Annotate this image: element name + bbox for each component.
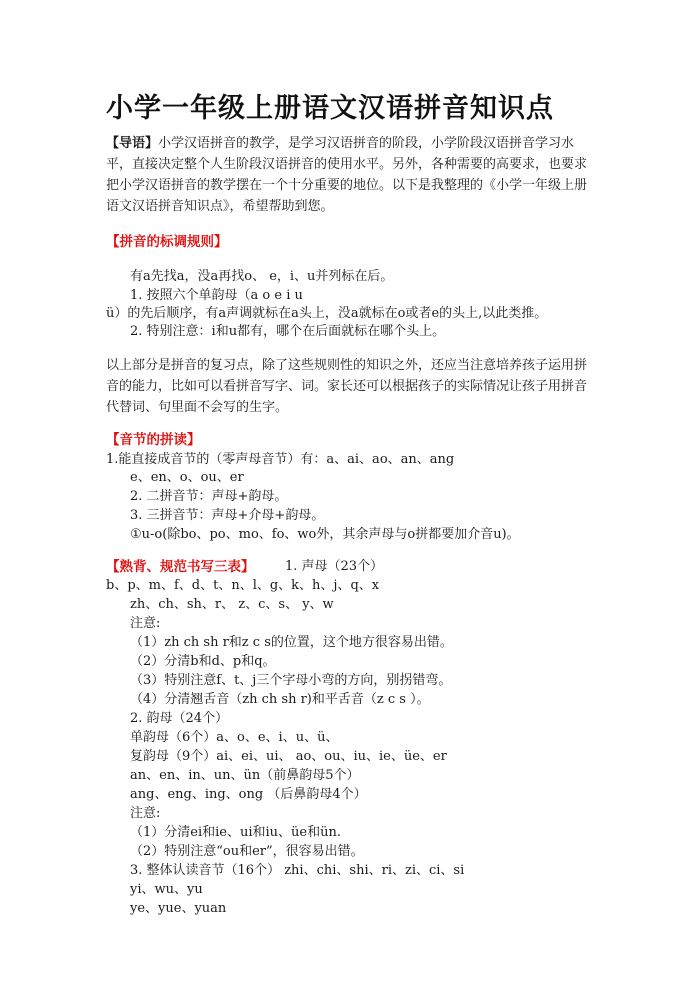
tone-rule-line: 有a先找a，没a再找o、 e，i、u并列标在后。 <box>130 269 394 284</box>
table-line: b、p、m、f、d、t、n、l、g、k、h、j、q、x <box>106 578 380 593</box>
table-line: 单韵母（6个）a、o、e、i、u、ü、 <box>130 730 339 745</box>
syllable-line: ①u-o(除bo、po、mo、fo、wo外，其余声母与o拼都要加介音u)。 <box>130 527 520 542</box>
table-line: 注意: <box>130 806 161 821</box>
table-line: 3. 整体认读音节（16个） zhi、chi、shi、ri、zi、ci、si <box>130 863 465 878</box>
tone-rule-line: ü）的先后顺序，有a声调就标在a头上，没a就标在o或者e的头上,以此类推。 <box>106 306 548 321</box>
table-line: an、en、in、un、ün（前鼻韵母5个） <box>130 768 360 783</box>
table-line: （2）特别注意“ou和er”，很容易出错。 <box>130 844 364 859</box>
table-line: yi、wu、yu <box>130 882 203 897</box>
section-heading-tone-rules: 【拼音的标调规则】 <box>106 234 228 250</box>
table-line: （1）zh ch sh r和z c s的位置，这个地方很容易出错。 <box>130 635 453 650</box>
table-line: （1）分清ei和ie、ui和iu、üe和ün. <box>130 825 341 840</box>
summary-paragraph: 以上部分是拼音的复习点，除了这些规则性的知识之外，还应当注意培养孩子运用拼音的能力，比如可以看拼音写字、词。家长还可以根据孩子的实际情况让孩子用拼音代替词、句里面不会写的生字。 <box>106 358 588 415</box>
syllable-line: 1.能直接成音节的（零声母音节）有：a、ai、ao、an、ang <box>106 452 455 467</box>
syllable-line: e、en、o、ou、er <box>130 470 244 485</box>
section-heading-three-tables: 【熟背、规范书写三表】 <box>106 559 255 575</box>
table-line: 2. 韵母（24个） <box>130 711 229 726</box>
table-line: 复韵母（9个）ai、ei、ui、 ao、ou、iu、ie、üe、er <box>130 749 447 764</box>
initials-heading: 1. 声母（23个） <box>285 559 384 574</box>
table-line: ang、eng、ing、ong （后鼻韵母4个） <box>130 787 367 802</box>
intro-text: 小学汉语拼音的教学，是学习汉语拼音的阶段，小学阶段汉语拼音学习水平，直接决定整个人生阶段汉语拼音的使用水平。另外，各种需要的高要求，也要求把小学汉语拼音的教学摆在一个十分重要的地位。以下是我整理的《小学一年级上册语文汉语拼音知识点》，希望帮助到您。 <box>106 136 588 214</box>
syllable-line: 3. 三拼音节：声母+介母+韵母。 <box>130 508 325 523</box>
intro-paragraph <box>106 133 590 217</box>
syllable-line: 2. 二拼音节：声母+韵母。 <box>130 489 288 504</box>
table-line: （2）分清b和d、p和q。 <box>130 654 276 669</box>
table-line: ye、yue、yuan <box>130 901 227 916</box>
page-title: 小学一年级上册语文汉语拼音知识点 <box>106 93 554 124</box>
table-line: （4）分清翘舌音（zh ch sh r)和平舌音（z c s ）。 <box>130 692 430 707</box>
intro-lead: 【导语】 <box>106 136 159 151</box>
tone-rule-line: 1. 按照六个单韵母（a o e i u <box>130 288 303 303</box>
section-heading-syllables: 【音节的拼读】 <box>106 432 201 448</box>
tone-rule-line: 2. 特别注意：i和u都有，哪个在后面就标在哪个头上。 <box>130 324 446 339</box>
table-line: （3）特别注意f、t、j三个字母小弯的方向，别拐错弯。 <box>130 673 452 688</box>
table-line: 注意: <box>130 616 161 631</box>
table-line: zh、ch、sh、r、 z、c、s、 y、w <box>130 597 334 612</box>
